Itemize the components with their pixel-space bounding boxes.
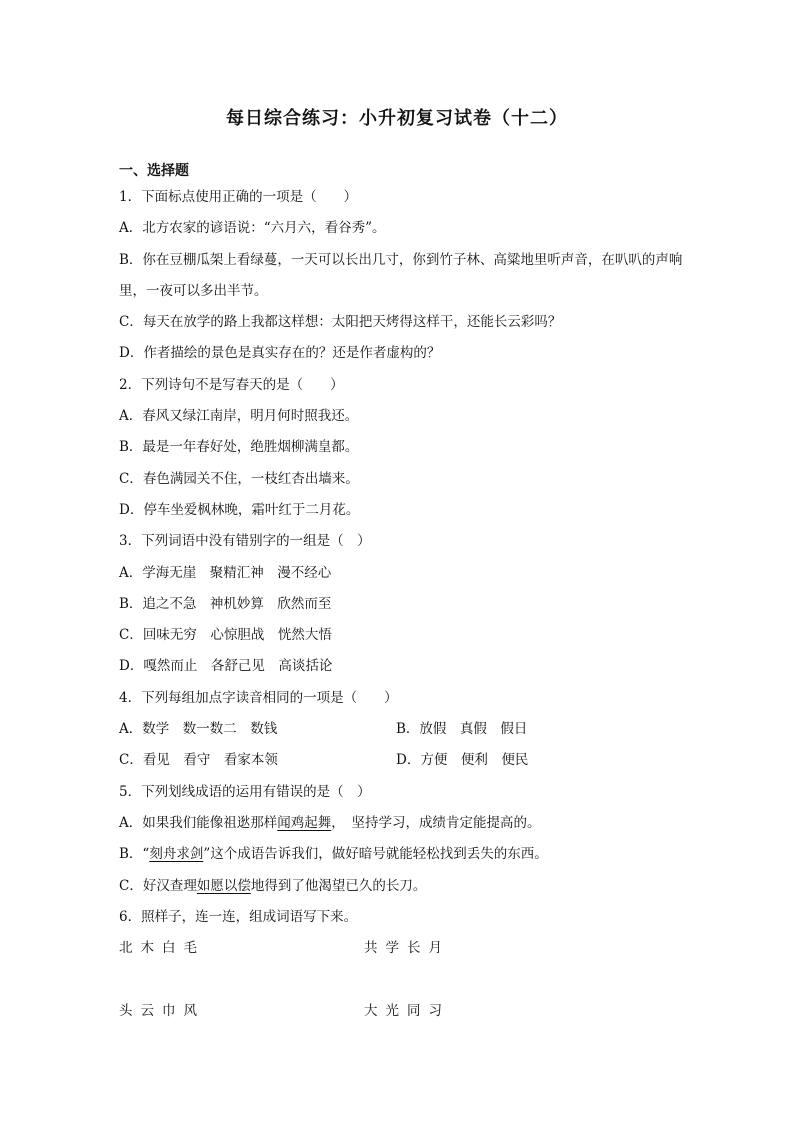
question-5-option-c-prefix: C．好汉查理	[119, 877, 197, 894]
matching-row-2-right-group: 大光同习	[364, 1002, 450, 1019]
question-2-stem: 2．下列诗句不是写春天的是（ ）	[119, 376, 344, 393]
question-4-option-c: C．看见 看守 看家本领	[119, 752, 278, 769]
question-2-option-c: C．春色满园关不住，一枝红杏出墙来。	[119, 470, 359, 487]
question-5-stem: 5．下列划线成语的运用有错误的是（ ）	[119, 783, 371, 800]
question-5-option-c-idiom: 如愿以偿	[196, 877, 251, 894]
question-5-option-c-suffix: 地得到了他渴望已久的长刀。	[250, 877, 427, 894]
question-2-option-b: B．最是一年春好处，绝胜烟柳满皇都。	[119, 439, 359, 456]
matching-row-1-left-group: 北木白毛	[119, 940, 205, 957]
question-6-stem: 6．照样子，连一连，组成词语写下来。	[119, 908, 358, 925]
question-5-option-b-prefix: B．“	[119, 846, 150, 863]
question-5-option-b-idiom: 刻舟求剑	[149, 846, 204, 863]
question-4-option-d: D．方便 便利 便民	[396, 752, 529, 769]
question-1-option-a: A．北方农家的谚语说：“六月六，看谷秀”。	[119, 220, 386, 237]
question-3-stem: 3．下列词语中没有错别字的一组是（ ）	[119, 533, 371, 550]
matching-gap	[119, 964, 684, 995]
question-5-option-a-suffix: ， 坚持学习，成绩肯定能提高的。	[331, 814, 541, 831]
question-4-option-a: A．数学 数一数二 数钱	[119, 721, 278, 738]
question-1-stem: 1．下面标点使用正确的一项是（ ）	[119, 189, 358, 205]
page-title: 每日综合练习：小升初复习试卷（十二）	[226, 108, 568, 129]
question-2-option-a: A．春风又绿江南岸，明月何时照我还。	[119, 408, 359, 425]
question-4-options-row-2	[119, 745, 684, 776]
question-2-option-d: D．停车坐爱枫林晚，霜叶红于二月花。	[119, 501, 360, 518]
question-5-option-b-suffix: ”这个成语告诉我们，做好暗号就能轻松找到丢失的东西。	[203, 846, 548, 863]
question-5-option-a-prefix: A．如果我们能像祖逖那样	[119, 814, 278, 831]
question-3-option-b: B．追之不急 神机妙算 欣然而至	[119, 595, 332, 612]
question-1-option-d: D．作者描绘的景色是真实存在的？还是作者虚构的？	[119, 345, 441, 362]
question-3-option-d: D．嘎然而止 各舒己见 高谈括论	[119, 658, 333, 675]
question-5-option-a-idiom: 闻鸡起舞	[277, 814, 332, 831]
matching-row-1	[119, 933, 684, 964]
question-4-options-row-1	[119, 714, 684, 745]
matching-row-1-right-group: 共学长月	[364, 940, 450, 957]
question-list	[119, 182, 684, 1027]
question-5-option-c	[119, 871, 684, 902]
question-5-option-a	[119, 808, 684, 839]
question-3-option-c: C．回味无穷 心惊胆战 恍然大悟	[119, 627, 332, 644]
question-3-option-a: A．学海无崖 聚精汇神 漫不经心	[119, 564, 332, 581]
question-5-option-b	[119, 839, 684, 870]
question-4-stem: 4．下列每组加点字读音相同的一项是（ ）	[119, 689, 398, 706]
question-1-option-b: B．你在豆棚瓜架上看绿蔓，一天可以长出几寸，你到竹子林、高粱地里听声音，在叭叭的声响里，一夜可以多出半节。	[119, 251, 683, 299]
question-1-option-c: C．每天在放学的路上我都这样想：太阳把天烤得这样干，还能长云彩吗？	[119, 314, 562, 331]
matching-row-2-left-group: 头云巾风	[119, 1002, 205, 1019]
matching-row-2	[119, 996, 684, 1027]
section-heading: 一、选择题	[119, 163, 189, 179]
question-4-option-b: B．放假 真假 假日	[396, 721, 528, 738]
